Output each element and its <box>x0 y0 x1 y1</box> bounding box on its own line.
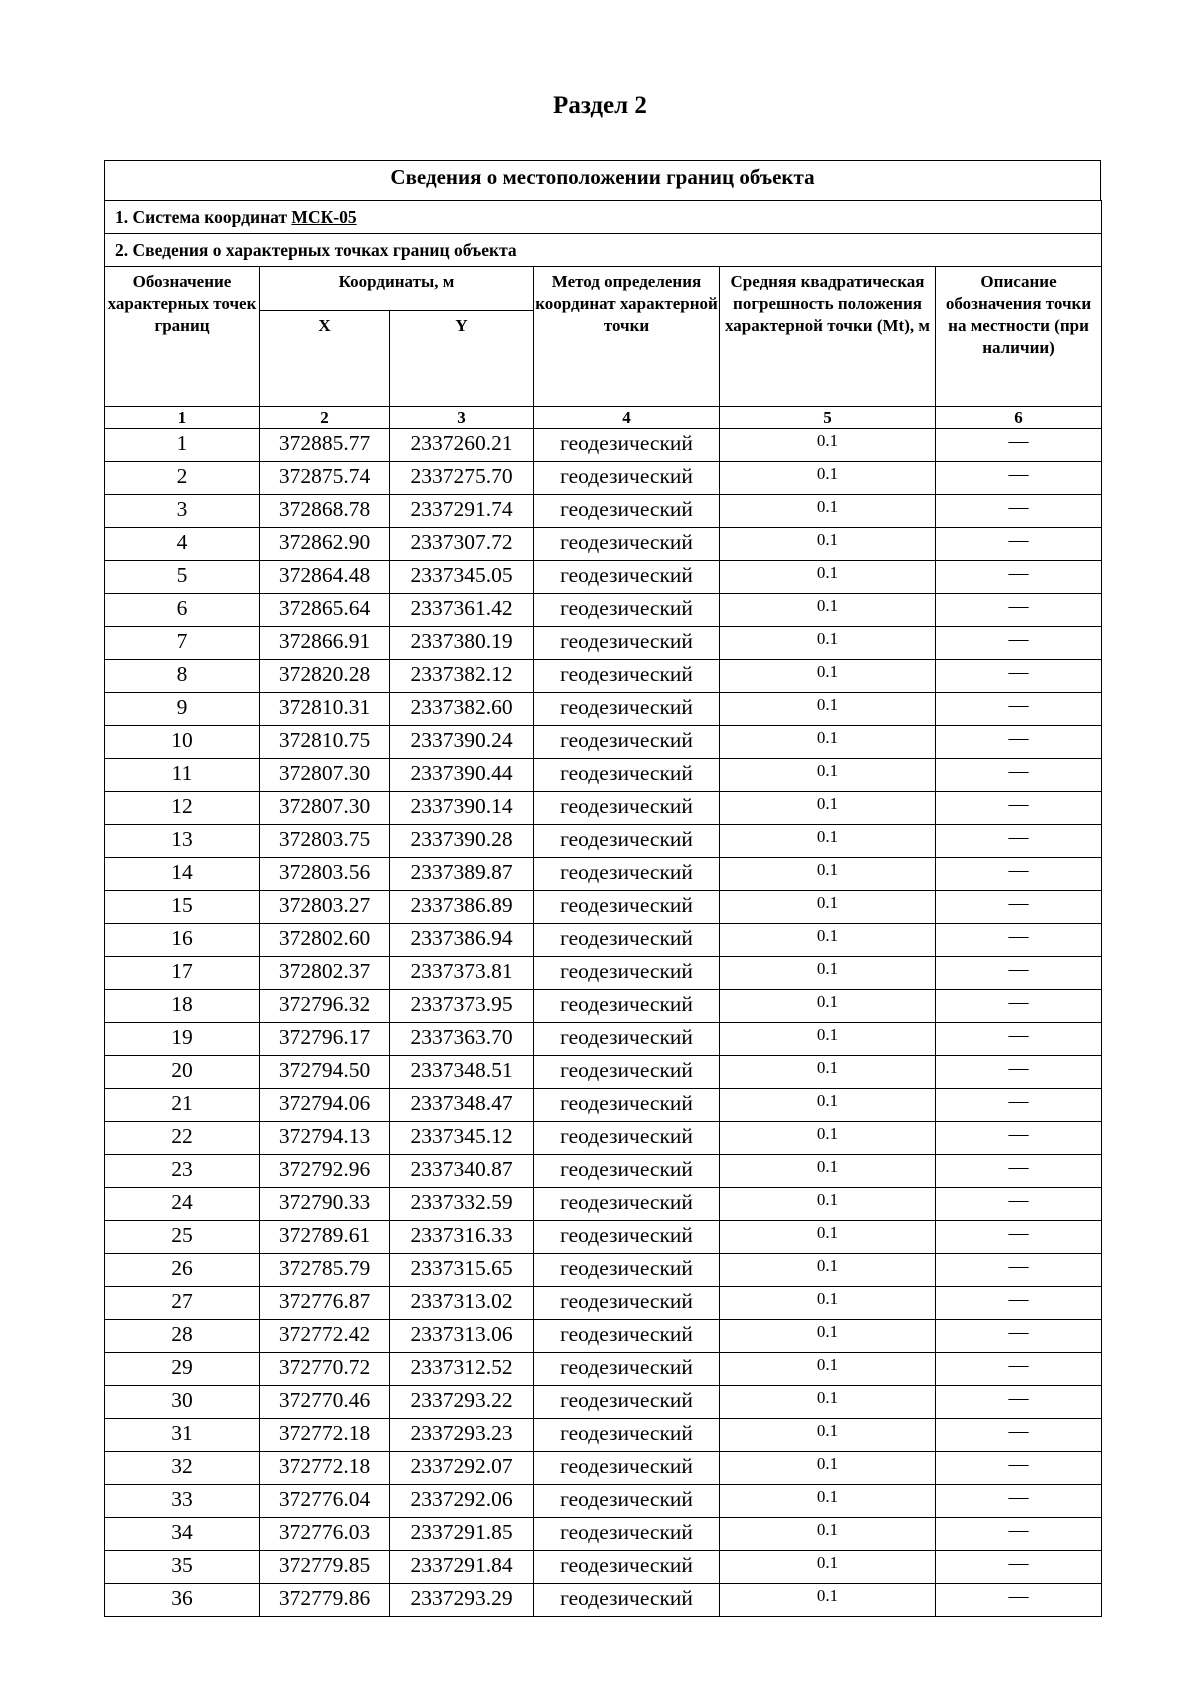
description-cell: — <box>936 627 1102 660</box>
x-coordinate: 372864.48 <box>260 561 390 594</box>
column-number-row <box>105 407 1102 429</box>
error-cell: 0.1 <box>720 1155 936 1188</box>
description-cell: — <box>936 1320 1102 1353</box>
error-cell: 0.1 <box>720 1188 936 1221</box>
point-number: 12 <box>105 792 260 825</box>
error-cell: 0.1 <box>720 726 936 759</box>
description-cell: — <box>936 1188 1102 1221</box>
y-coordinate: 2337293.29 <box>390 1584 534 1617</box>
error-cell: 0.1 <box>720 1089 936 1122</box>
error-cell: 0.1 <box>720 462 936 495</box>
method-cell: геодезический <box>534 792 720 825</box>
point-number: 14 <box>105 858 260 891</box>
table-row <box>105 858 1102 891</box>
description-cell: — <box>936 1419 1102 1452</box>
table-row <box>105 891 1102 924</box>
method-cell: геодезический <box>534 990 720 1023</box>
description-cell: — <box>936 495 1102 528</box>
table-row <box>105 726 1102 759</box>
method-cell: геодезический <box>534 759 720 792</box>
table-row <box>105 495 1102 528</box>
point-number: 21 <box>105 1089 260 1122</box>
x-coordinate: 372868.78 <box>260 495 390 528</box>
method-cell: геодезический <box>534 1188 720 1221</box>
table-row <box>105 1287 1102 1320</box>
x-coordinate: 372807.30 <box>260 792 390 825</box>
y-coordinate: 2337345.12 <box>390 1122 534 1155</box>
description-cell: — <box>936 462 1102 495</box>
y-coordinate: 2337293.22 <box>390 1386 534 1419</box>
y-coordinate: 2337291.84 <box>390 1551 534 1584</box>
x-coordinate: 372862.90 <box>260 528 390 561</box>
description-cell: — <box>936 594 1102 627</box>
description-cell: — <box>936 693 1102 726</box>
coordinate-system-row <box>105 201 1102 234</box>
method-cell: геодезический <box>534 858 720 891</box>
table-row <box>105 759 1102 792</box>
point-number: 15 <box>105 891 260 924</box>
x-coordinate: 372772.18 <box>260 1452 390 1485</box>
y-coordinate: 2337363.70 <box>390 1023 534 1056</box>
method-cell: геодезический <box>534 1056 720 1089</box>
y-coordinate: 2337345.05 <box>390 561 534 594</box>
method-cell: геодезический <box>534 1485 720 1518</box>
header-row-1 <box>105 267 1102 311</box>
point-number: 20 <box>105 1056 260 1089</box>
x-coordinate: 372792.96 <box>260 1155 390 1188</box>
y-coordinate: 2337316.33 <box>390 1221 534 1254</box>
point-number: 33 <box>105 1485 260 1518</box>
y-coordinate: 2337390.28 <box>390 825 534 858</box>
y-coordinate: 2337386.89 <box>390 891 534 924</box>
x-coordinate: 372810.75 <box>260 726 390 759</box>
description-cell: — <box>936 825 1102 858</box>
table-row <box>105 792 1102 825</box>
description-cell: — <box>936 1089 1102 1122</box>
error-cell: 0.1 <box>720 1386 936 1419</box>
x-coordinate: 372790.33 <box>260 1188 390 1221</box>
x-coordinate: 372796.32 <box>260 990 390 1023</box>
description-cell: — <box>936 792 1102 825</box>
table-row <box>105 1485 1102 1518</box>
table-row <box>105 1023 1102 1056</box>
table-row <box>105 1518 1102 1551</box>
points-title-row <box>105 234 1102 267</box>
table-row <box>105 990 1102 1023</box>
error-cell: 0.1 <box>720 825 936 858</box>
method-cell: геодезический <box>534 1320 720 1353</box>
error-cell: 0.1 <box>720 1452 936 1485</box>
point-number: 6 <box>105 594 260 627</box>
method-cell: геодезический <box>534 528 720 561</box>
y-coordinate: 2337307.72 <box>390 528 534 561</box>
description-cell: — <box>936 1518 1102 1551</box>
y-coordinate: 2337340.87 <box>390 1155 534 1188</box>
description-cell: — <box>936 1122 1102 1155</box>
table-row <box>105 825 1102 858</box>
x-coordinate: 372772.42 <box>260 1320 390 1353</box>
description-cell: — <box>936 1353 1102 1386</box>
point-number: 7 <box>105 627 260 660</box>
table-row <box>105 660 1102 693</box>
sheet-heading: Сведения о местоположении границ объекта <box>104 160 1101 200</box>
point-number: 17 <box>105 957 260 990</box>
x-coordinate: 372770.46 <box>260 1386 390 1419</box>
table-row <box>105 1419 1102 1452</box>
table-row <box>105 594 1102 627</box>
table-row <box>105 1155 1102 1188</box>
error-cell: 0.1 <box>720 561 936 594</box>
error-cell: 0.1 <box>720 1221 936 1254</box>
y-coordinate: 2337312.52 <box>390 1353 534 1386</box>
column-number: 2 <box>260 407 390 429</box>
y-coordinate: 2337313.02 <box>390 1287 534 1320</box>
y-coordinate: 2337361.42 <box>390 594 534 627</box>
points-title: 2. Сведения о характерных точках границ объекта <box>105 234 1102 267</box>
point-number: 19 <box>105 1023 260 1056</box>
method-cell: геодезический <box>534 1419 720 1452</box>
error-cell: 0.1 <box>720 792 936 825</box>
error-cell: 0.1 <box>720 429 936 462</box>
point-number: 30 <box>105 1386 260 1419</box>
error-cell: 0.1 <box>720 990 936 1023</box>
point-number: 3 <box>105 495 260 528</box>
x-coordinate: 372785.79 <box>260 1254 390 1287</box>
y-coordinate: 2337382.12 <box>390 660 534 693</box>
method-cell: геодезический <box>534 1023 720 1056</box>
error-cell: 0.1 <box>720 1122 936 1155</box>
point-number: 36 <box>105 1584 260 1617</box>
x-coordinate: 372803.27 <box>260 891 390 924</box>
y-coordinate: 2337291.85 <box>390 1518 534 1551</box>
method-cell: геодезический <box>534 1254 720 1287</box>
y-coordinate: 2337275.70 <box>390 462 534 495</box>
x-coordinate: 372770.72 <box>260 1353 390 1386</box>
error-cell: 0.1 <box>720 858 936 891</box>
point-number: 16 <box>105 924 260 957</box>
coordinate-system-value: МСК-05 <box>291 206 357 227</box>
error-cell: 0.1 <box>720 594 936 627</box>
x-coordinate: 372865.64 <box>260 594 390 627</box>
x-coordinate: 372789.61 <box>260 1221 390 1254</box>
table-row <box>105 429 1102 462</box>
method-cell: геодезический <box>534 924 720 957</box>
point-number: 1 <box>105 429 260 462</box>
description-cell: — <box>936 1551 1102 1584</box>
method-cell: геодезический <box>534 660 720 693</box>
method-cell: геодезический <box>534 957 720 990</box>
y-coordinate: 2337390.24 <box>390 726 534 759</box>
error-cell: 0.1 <box>720 1023 936 1056</box>
x-coordinate: 372802.60 <box>260 924 390 957</box>
point-number: 10 <box>105 726 260 759</box>
x-coordinate: 372796.17 <box>260 1023 390 1056</box>
error-cell: 0.1 <box>720 957 936 990</box>
description-cell: — <box>936 1155 1102 1188</box>
method-cell: геодезический <box>534 891 720 924</box>
error-cell: 0.1 <box>720 1254 936 1287</box>
x-coordinate: 372820.28 <box>260 660 390 693</box>
error-cell: 0.1 <box>720 1320 936 1353</box>
method-cell: геодезический <box>534 495 720 528</box>
y-coordinate: 2337380.19 <box>390 627 534 660</box>
description-cell: — <box>936 1254 1102 1287</box>
boundary-points-table <box>104 200 1102 1617</box>
x-coordinate: 372803.56 <box>260 858 390 891</box>
error-cell: 0.1 <box>720 1584 936 1617</box>
x-coordinate: 372772.18 <box>260 1419 390 1452</box>
error-cell: 0.1 <box>720 759 936 792</box>
header-x: X <box>260 311 390 407</box>
point-number: 28 <box>105 1320 260 1353</box>
table-row <box>105 1122 1102 1155</box>
point-number: 23 <box>105 1155 260 1188</box>
point-number: 9 <box>105 693 260 726</box>
description-cell: — <box>936 726 1102 759</box>
description-cell: — <box>936 1584 1102 1617</box>
error-cell: 0.1 <box>720 1551 936 1584</box>
y-coordinate: 2337260.21 <box>390 429 534 462</box>
y-coordinate: 2337373.95 <box>390 990 534 1023</box>
x-coordinate: 372803.75 <box>260 825 390 858</box>
header-error: Средняя квадратическая погрешность положения характерной точки (Mt), м <box>720 267 936 407</box>
table-row <box>105 561 1102 594</box>
header-coordinates: Координаты, м <box>260 267 534 311</box>
coordinate-system-label: 1. Система координат <box>115 206 288 227</box>
table-row <box>105 627 1102 660</box>
header-y: Y <box>390 311 534 407</box>
description-cell: — <box>936 858 1102 891</box>
point-number: 31 <box>105 1419 260 1452</box>
description-cell: — <box>936 528 1102 561</box>
y-coordinate: 2337389.87 <box>390 858 534 891</box>
y-coordinate: 2337373.81 <box>390 957 534 990</box>
error-cell: 0.1 <box>720 1485 936 1518</box>
header-description: Описание обозначения точки на местности (при наличии) <box>936 267 1102 407</box>
error-cell: 0.1 <box>720 1419 936 1452</box>
y-coordinate: 2337293.23 <box>390 1419 534 1452</box>
table-row <box>105 528 1102 561</box>
point-number: 18 <box>105 990 260 1023</box>
description-cell: — <box>936 1287 1102 1320</box>
x-coordinate: 372866.91 <box>260 627 390 660</box>
header-method: Метод определения координат характерной точки <box>534 267 720 407</box>
table-row <box>105 1353 1102 1386</box>
description-cell: — <box>936 891 1102 924</box>
table-row <box>105 1254 1102 1287</box>
table-row <box>105 1320 1102 1353</box>
y-coordinate: 2337315.65 <box>390 1254 534 1287</box>
method-cell: геодезический <box>534 1584 720 1617</box>
method-cell: геодезический <box>534 1386 720 1419</box>
method-cell: геодезический <box>534 1122 720 1155</box>
table-row <box>105 1551 1102 1584</box>
x-coordinate: 372776.04 <box>260 1485 390 1518</box>
y-coordinate: 2337382.60 <box>390 693 534 726</box>
x-coordinate: 372776.03 <box>260 1518 390 1551</box>
point-number: 2 <box>105 462 260 495</box>
y-coordinate: 2337292.07 <box>390 1452 534 1485</box>
column-number: 1 <box>105 407 260 429</box>
point-number: 4 <box>105 528 260 561</box>
method-cell: геодезический <box>534 1452 720 1485</box>
column-number: 6 <box>936 407 1102 429</box>
x-coordinate: 372779.86 <box>260 1584 390 1617</box>
table-row <box>105 1452 1102 1485</box>
x-coordinate: 372794.13 <box>260 1122 390 1155</box>
description-cell: — <box>936 1386 1102 1419</box>
x-coordinate: 372802.37 <box>260 957 390 990</box>
column-number: 4 <box>534 407 720 429</box>
error-cell: 0.1 <box>720 660 936 693</box>
method-cell: геодезический <box>534 693 720 726</box>
point-number: 25 <box>105 1221 260 1254</box>
point-number: 13 <box>105 825 260 858</box>
y-coordinate: 2337291.74 <box>390 495 534 528</box>
error-cell: 0.1 <box>720 693 936 726</box>
point-number: 8 <box>105 660 260 693</box>
method-cell: геодезический <box>534 1287 720 1320</box>
description-cell: — <box>936 1221 1102 1254</box>
description-cell: — <box>936 1452 1102 1485</box>
y-coordinate: 2337390.14 <box>390 792 534 825</box>
method-cell: геодезический <box>534 462 720 495</box>
point-number: 27 <box>105 1287 260 1320</box>
y-coordinate: 2337348.47 <box>390 1089 534 1122</box>
description-cell: — <box>936 1056 1102 1089</box>
y-coordinate: 2337386.94 <box>390 924 534 957</box>
point-number: 5 <box>105 561 260 594</box>
error-cell: 0.1 <box>720 495 936 528</box>
table-row <box>105 1056 1102 1089</box>
method-cell: геодезический <box>534 1551 720 1584</box>
x-coordinate: 372779.85 <box>260 1551 390 1584</box>
method-cell: геодезический <box>534 1353 720 1386</box>
header-point-designation: Обозначение характерных точек границ <box>105 267 260 407</box>
method-cell: геодезический <box>534 627 720 660</box>
method-cell: геодезический <box>534 825 720 858</box>
description-cell: — <box>936 957 1102 990</box>
point-number: 22 <box>105 1122 260 1155</box>
boundary-info-sheet <box>104 160 1101 1617</box>
description-cell: — <box>936 1485 1102 1518</box>
error-cell: 0.1 <box>720 627 936 660</box>
table-row <box>105 1386 1102 1419</box>
point-number: 11 <box>105 759 260 792</box>
description-cell: — <box>936 561 1102 594</box>
point-number: 26 <box>105 1254 260 1287</box>
x-coordinate: 372807.30 <box>260 759 390 792</box>
table-row <box>105 957 1102 990</box>
table-row <box>105 1221 1102 1254</box>
method-cell: геодезический <box>534 1089 720 1122</box>
table-row <box>105 924 1102 957</box>
description-cell: — <box>936 759 1102 792</box>
y-coordinate: 2337292.06 <box>390 1485 534 1518</box>
description-cell: — <box>936 429 1102 462</box>
description-cell: — <box>936 990 1102 1023</box>
point-number: 24 <box>105 1188 260 1221</box>
table-row <box>105 1188 1102 1221</box>
method-cell: геодезический <box>534 1518 720 1551</box>
x-coordinate: 372810.31 <box>260 693 390 726</box>
table-row <box>105 462 1102 495</box>
y-coordinate: 2337313.06 <box>390 1320 534 1353</box>
method-cell: геодезический <box>534 1221 720 1254</box>
error-cell: 0.1 <box>720 924 936 957</box>
error-cell: 0.1 <box>720 891 936 924</box>
table-row <box>105 693 1102 726</box>
table-row <box>105 1089 1102 1122</box>
method-cell: геодезический <box>534 429 720 462</box>
point-number: 29 <box>105 1353 260 1386</box>
description-cell: — <box>936 660 1102 693</box>
y-coordinate: 2337390.44 <box>390 759 534 792</box>
x-coordinate: 372794.50 <box>260 1056 390 1089</box>
column-number: 3 <box>390 407 534 429</box>
x-coordinate: 372875.74 <box>260 462 390 495</box>
method-cell: геодезический <box>534 594 720 627</box>
point-number: 34 <box>105 1518 260 1551</box>
x-coordinate: 372794.06 <box>260 1089 390 1122</box>
section-title: Раздел 2 <box>553 92 647 119</box>
error-cell: 0.1 <box>720 528 936 561</box>
y-coordinate: 2337348.51 <box>390 1056 534 1089</box>
table-row <box>105 1584 1102 1617</box>
y-coordinate: 2337332.59 <box>390 1188 534 1221</box>
x-coordinate: 372776.87 <box>260 1287 390 1320</box>
point-number: 32 <box>105 1452 260 1485</box>
method-cell: геодезический <box>534 1155 720 1188</box>
error-cell: 0.1 <box>720 1056 936 1089</box>
x-coordinate: 372885.77 <box>260 429 390 462</box>
error-cell: 0.1 <box>720 1518 936 1551</box>
description-cell: — <box>936 1023 1102 1056</box>
point-number: 35 <box>105 1551 260 1584</box>
description-cell: — <box>936 924 1102 957</box>
error-cell: 0.1 <box>720 1353 936 1386</box>
error-cell: 0.1 <box>720 1287 936 1320</box>
column-number: 5 <box>720 407 936 429</box>
method-cell: геодезический <box>534 726 720 759</box>
method-cell: геодезический <box>534 561 720 594</box>
